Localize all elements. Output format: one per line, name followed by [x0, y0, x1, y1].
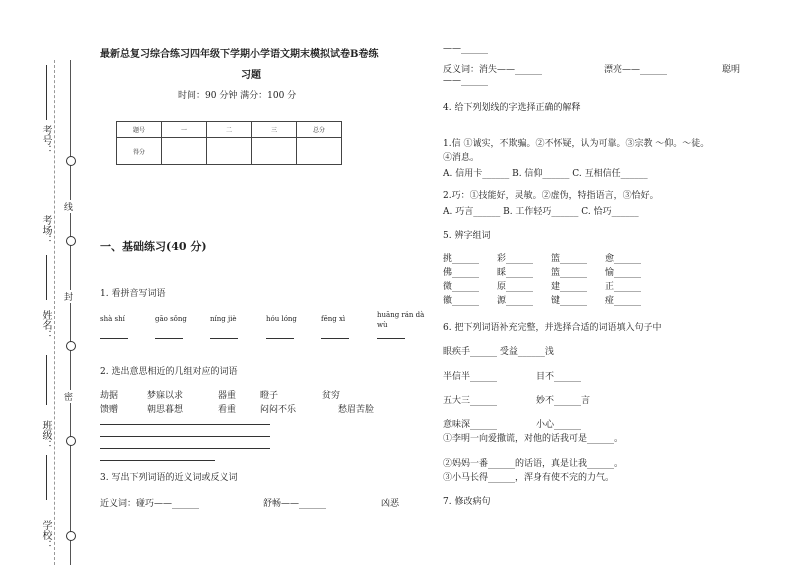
q5-r2c1: 佛______: [443, 268, 480, 278]
exam-title-line2: 习题: [241, 70, 261, 81]
q1-pinyin-6: huāng rán dà wù: [377, 311, 425, 329]
q2-answer-line-2[interactable]: [100, 436, 270, 437]
exam-title-line1: 最新总复习综合练习四年级下学期小学语文期末模拟试卷B卷练: [100, 49, 379, 60]
binding-hole-5: [66, 531, 76, 541]
q1-answer-blank-4[interactable]: [266, 338, 294, 339]
q2-answer-line-1[interactable]: [100, 424, 270, 425]
q4-line1: 1.信 ①诚实，不欺骗。②不怀疑，认为可靠。③宗教 ～仰。～徒。: [443, 139, 710, 149]
q5-r1c2: 彩______: [497, 254, 534, 264]
q4-line2: ④消息。: [443, 153, 480, 163]
score-header-3: 三: [252, 122, 297, 138]
q4-title: 4. 给下列划线的字选择正确的解释: [443, 103, 581, 113]
exam-number-line: [46, 65, 47, 120]
q6-row3a: 五大三______: [443, 396, 498, 406]
q5-r4c3: 键______: [551, 296, 588, 306]
q1-answer-blank-3[interactable]: [210, 338, 238, 339]
q5-r2c2: 睬______: [497, 268, 534, 278]
class-label: 班级：: [40, 420, 51, 450]
q2-word-r1-5: 贫穷: [322, 391, 341, 401]
q3-title: 3. 写出下列词语的近义词或反义词: [100, 473, 238, 483]
binding-dashed-line: [54, 60, 55, 565]
seal-char-feng: 封: [64, 290, 73, 303]
q5-r2c3: 篮______: [551, 268, 588, 278]
q1-answer-blank-1[interactable]: [100, 338, 128, 339]
binding-hole-1: [66, 156, 76, 166]
q3-cont: ——______: [443, 44, 488, 54]
score-header-1: 一: [162, 122, 207, 138]
q3-anti-cont: ——______: [443, 76, 488, 86]
q1-title: 1. 看拼音写词语: [100, 289, 166, 299]
section1-heading: 一、基础练习(40 分): [100, 240, 207, 253]
q4-line3: A. 信用卡______ B. 信仰______ C. 互相信任______: [443, 169, 648, 179]
q2-word-r2-5: 愁眉苦脸: [338, 405, 375, 415]
q4-line4: 2.巧：①技能好，灵敏。②虚伪，特指语言，③恰好。: [443, 191, 659, 201]
q6-row4b: 小心______: [536, 420, 582, 430]
seal-char-mi: 密: [64, 390, 73, 403]
q3-near-3: 凶恶: [381, 499, 400, 509]
q5-r4c2: 源______: [497, 296, 534, 306]
q3-anti-3: 聪明: [722, 65, 741, 75]
q5-r3c2: 原______: [497, 282, 534, 292]
q6-sentence3: ③小马长得______，浑身有使不完的力气。: [443, 473, 615, 483]
q2-word-r1-3: 器重: [218, 391, 237, 401]
q2-word-r2-1: 馈赠: [100, 405, 119, 415]
exam-number-label: 考号：: [40, 125, 51, 155]
q3-near-1: 近义词：碰巧——______: [100, 499, 200, 509]
q1-answer-blank-2[interactable]: [155, 338, 183, 339]
q1-pinyin-5: fēng xì: [321, 315, 346, 323]
q2-title: 2. 选出意思相近的几组对应的词语: [100, 367, 238, 377]
q6-sentence1: ①李明一向爱撒谎，对他的话我可是______。: [443, 434, 624, 444]
q4-line5: A. 巧言______ B. 工作轻巧______ C. 恰巧______: [443, 207, 639, 217]
score-cell[interactable]: [252, 138, 297, 165]
exam-room-line: [46, 255, 47, 300]
q2-word-r2-3: 看重: [218, 405, 237, 415]
q6-row1: 眼疾手______ 受益______浅: [443, 347, 554, 357]
q3-anti-1: 反义词：消失——______: [443, 65, 543, 75]
q6-sentence2: ②妈妈一番______的话语，真是让我______。: [443, 459, 624, 469]
q2-word-r1-1: 劫据: [100, 391, 119, 401]
q3-anti-2: 漂亮——______: [604, 65, 668, 75]
q6-row3b: 妙不______言: [536, 396, 591, 406]
q1-answer-blank-6[interactable]: [377, 338, 405, 339]
q5-r1c1: 挑______: [443, 254, 480, 264]
score-row-label: 得分: [117, 138, 162, 165]
score-header-tihao: 题号: [117, 122, 162, 138]
q2-word-r2-2: 朝思暮想: [147, 405, 184, 415]
q3-near-2: 舒畅——______: [263, 499, 327, 509]
q5-r3c1: 微______: [443, 282, 480, 292]
q2-word-r1-4: 瞪子: [260, 391, 279, 401]
score-cell[interactable]: [207, 138, 252, 165]
q2-answer-line-3[interactable]: [100, 448, 270, 449]
school-label: 学校：: [40, 520, 51, 550]
q5-r1c4: 愈______: [605, 254, 642, 264]
q1-answer-blank-5[interactable]: [321, 338, 349, 339]
q7-title: 7. 修改病句: [443, 497, 491, 507]
name-label: 姓名：: [40, 310, 51, 340]
q6-title: 6. 把下列词语补充完整，并选择合适的词语填入句子中: [443, 323, 662, 333]
q5-r1c3: 篮______: [551, 254, 588, 264]
binding-hole-2: [66, 236, 76, 246]
q5-r2c4: 愉______: [605, 268, 642, 278]
q2-word-r1-2: 梦寐以求: [147, 391, 184, 401]
score-cell[interactable]: [162, 138, 207, 165]
binding-solid-line: [70, 60, 71, 565]
score-header-2: 二: [207, 122, 252, 138]
name-line: [46, 355, 47, 405]
q5-r3c3: 建______: [551, 282, 588, 292]
q5-r3c4: 正______: [605, 282, 642, 292]
exam-room-label: 考场：: [40, 215, 51, 245]
q6-row2a: 半信半______: [443, 372, 498, 382]
seal-char-xian: 线: [64, 200, 73, 213]
q6-row4a: 意味深______: [443, 420, 498, 430]
q5-r4c1: 徽______: [443, 296, 480, 306]
q2-answer-line-4[interactable]: [100, 460, 215, 461]
q1-pinyin-1: shà shí: [100, 315, 125, 323]
binding-hole-3: [66, 341, 76, 351]
q1-pinyin-3: níng jiè: [210, 315, 237, 323]
binding-hole-4: [66, 436, 76, 446]
q2-word-r2-4: 闷闷不乐: [260, 405, 297, 415]
q6-row2b: 目不______: [536, 372, 582, 382]
q1-pinyin-2: gāo sǒng: [155, 315, 187, 323]
q5-title: 5. 辨字组词: [443, 231, 491, 241]
q1-pinyin-4: hóu lóng: [266, 315, 297, 323]
score-table: [116, 121, 342, 165]
score-header-total: 总分: [297, 122, 342, 138]
score-cell[interactable]: [297, 138, 342, 165]
q5-r4c4: 痖______: [605, 296, 642, 306]
exam-time-info: 时间：90 分钟 满分：100 分: [178, 91, 297, 101]
class-line: [46, 455, 47, 500]
